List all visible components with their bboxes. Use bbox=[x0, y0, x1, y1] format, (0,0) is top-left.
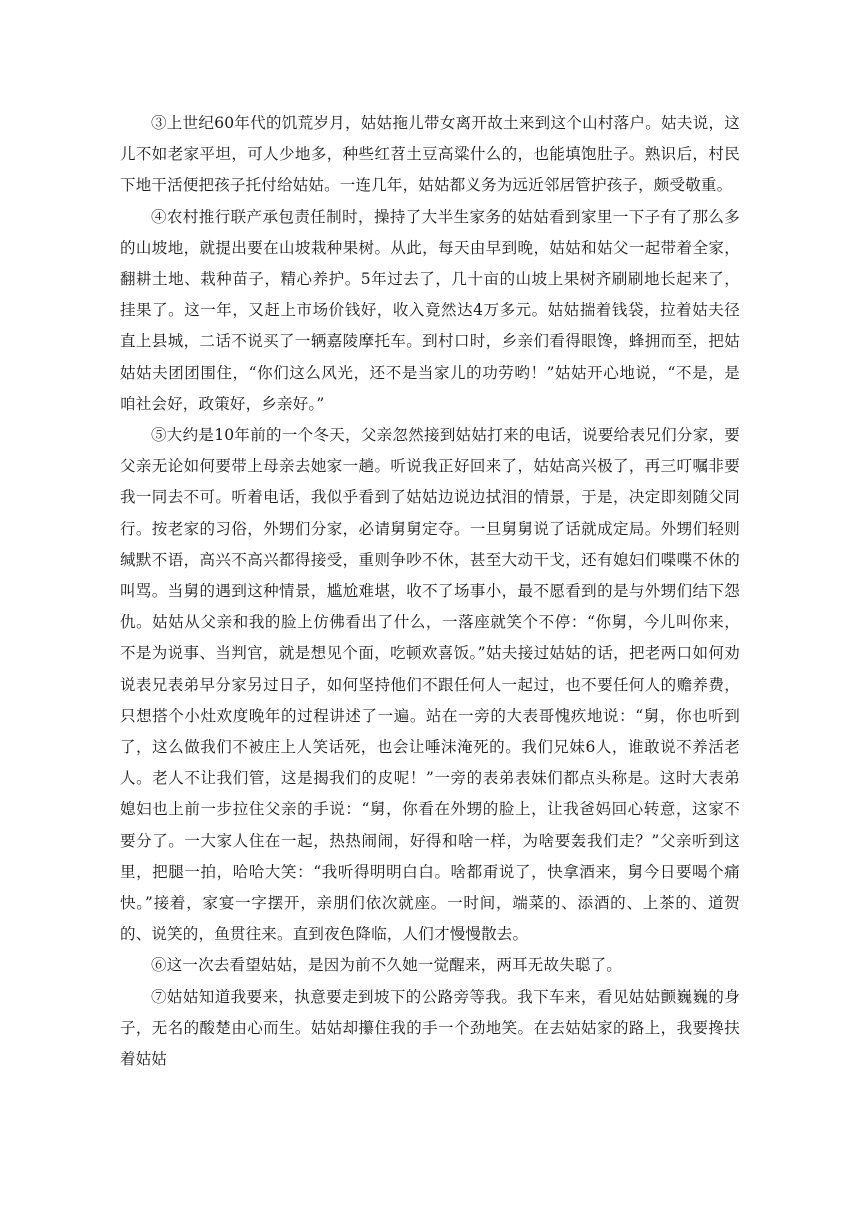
document-body bbox=[120, 108, 740, 1075]
paragraph-5: ⑤大约是10年前的一个冬天，父亲忽然接到姑姑打来的电话，说要给表兄们分家，要父亲无论如何要带上母亲去她家一趟。听说我正好回来了，姑姑高兴极了，再三叮嘱非要我一同去不可。听着电话，我似乎看到了姑姑边说边拭泪的情景，于是，决定即刻随父同行。按老家的习俗，外甥们分家，必请舅舅定夺。一旦舅舅说了话就成定局。外甥们轻则缄默不语，高兴不高兴都得接受，重则争吵不休，甚至大动干戈，还有媳妇们喋喋不休的叫骂。当舅的遇到这种情景，尴尬难堪，收不了场事小，最不愿看到的是与外甥们结下怨仇。姑姑从父亲和我的脸上仿佛看出了什么，一落座就笑个不停：“你舅，今儿叫你来，不是为说事、当判官，就是想见个面，吃顿欢喜饭。”姑夫接过姑姑的话，把老两口如何劝说表兄表弟早分家另过日子，如何坚持他们不跟任何人一起过，也不要任何人的赡养费，只想搭个小灶欢度晚年的过程讲述了一遍。站在一旁的大表哥愧疚地说：“舅，你也听到了，这么做我们不被庄上人笑话死，也会让唾沫淹死的。我们兄妹6人，谁敢说不养活老人。老人不让我们管，这是揭我们的皮呢！”一旁的表弟表妹们都点头称是。这时大表弟媳妇也上前一步拉住父亲的手说：“舅，你看在外甥的脸上，让我爸妈回心转意，这家不要分了。一大家人住在一起，热热闹闹，好得和啥一样，为啥要轰我们走？”父亲听到这里，把腿一拍，哈哈大笑：“我听得明明白白。啥都甭说了，快拿酒来，舅今日要喝个痛快。”接着，家宴一字摆开，亲朋们依次就座。一时间，端菜的、添酒的、上茶的、道贺的、说笑的，鱼贯往来。直到夜色降临，人们才慢慢散去。 bbox=[120, 426, 740, 944]
paragraph-4: ④农村推行联产承包责任制时，操持了大半生家务的姑姑看到家里一下子有了那么多的山坡地，就提出要在山坡栽种果树。从此，每天由早到晚，姑姑和姑父一起带着全家，翻耕土地、栽种苗子，精心养护。5年过去了，几十亩的山坡上果树齐刷刷地长起来了，挂果了。这一年，又赶上市场价钱好，收入竟然达4万多元。姑姑揣着钱袋，拉着姑夫径直上县城，二话不说买了一辆嘉陵摩托车。到村口时，乡亲们看得眼馋，蜂拥而至，把姑姑姑夫团团围住，“你们这么风光，还不是当家儿的功劳哟！”姑姑开心地说，“不是，是咱社会好，政策好，乡亲好。” bbox=[120, 207, 740, 413]
paragraph-6: ⑥这一次去看望姑姑，是因为前不久她一觉醒来，两耳无故失聪了。 bbox=[151, 956, 623, 975]
paragraph-3: ③上世纪60年代的饥荒岁月，姑姑拖儿带女离开故土来到这个山村落户。姑夫说，这儿不如老家平坦，可人少地多，种些红苕土豆高粱什么的，也能填饱肚子。熟识后，村民下地干活便把孩子托付给姑姑。一连几年，姑姑都义务为远近邻居管护孩子，颇受敬重。 bbox=[120, 114, 740, 195]
paragraph-7: ⑦姑姑知道我要来，执意要走到坡下的公路旁等我。我下车来，看见姑姑颤巍巍的身子，无名的酸楚由心而生。姑姑却攥住我的手一个劲地笑。在去姑姑家的路上，我要搀扶着姑姑 bbox=[120, 987, 740, 1069]
